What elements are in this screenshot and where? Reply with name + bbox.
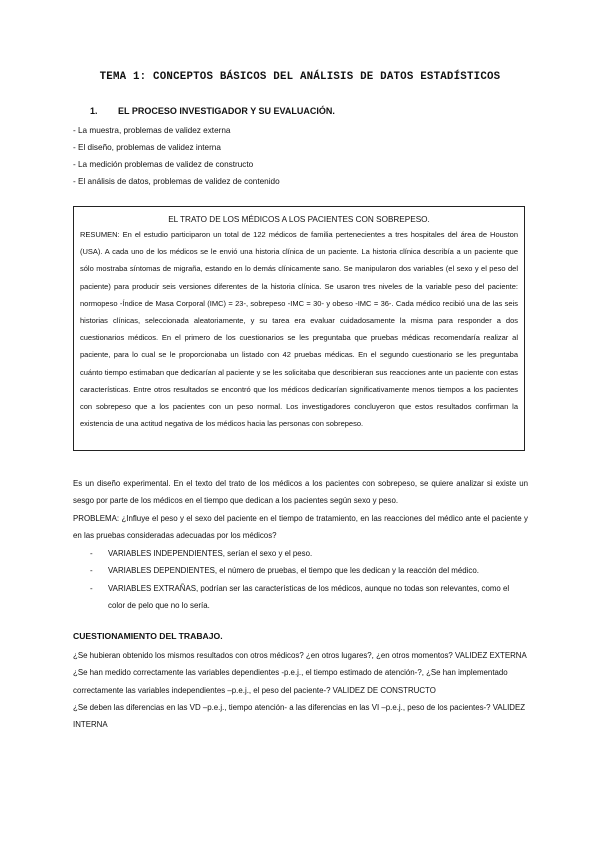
list-item: [90, 562, 520, 579]
case-study-summary: RESUMEN: En el estudio participaron un total de 122 médicos de familia pertenecientes a tres hospitales del área de Houston (USA). A cada uno de los médicos se le envió una historia clínica de un paciente. La historia clínica describía a un paciente que sólo mostraba síntomas de migraña, estando en lo demás clínicamente sano. Se manipularon dos variables (el sexo y el peso del paciente) para producir seis versiones diferentes de la historia clínica. Se usaron tres niveles de la variable peso del paciente: normopeso -Índice de Masa Corporal (IMC) = 23-, sobrepeso -IMC = 30- y obeso -IMC = 36-. Cada médico recibió una de las seis historias clínicas, seleccionada aleatoriamente, y su tarea era evaluar cuidadosamente la misma para responder a dos cuestionarios médicos. En el primero de los cuestionarios se les preguntaba que pruebas médicas recomendaría realizar al paciente, para lo cual se le proporcionaba un listado con 42 pruebas médicas. En el segundo cuestionario se les preguntaba cuánto tiempo estimaban que dedicarían al paciente y se les solicitaba que describieran sus reacciones ante un paciente con estas características. Entre otros resultados se encontró que los médicos dedicarían significativamente menos tiempos a los pacientes con sobrepeso que a los pacientes con un peso normal. Los investigadores concluyeron que estos resultados confirman la existencia de una actitud negativa de los médicos hacia las personas con sobrepeso.: [80, 230, 518, 429]
variable-text: VARIABLES DEPENDIENTES, el número de pruebas, el tiempo que les dedican y la reacción del médico.: [108, 566, 479, 576]
problem-statement: PROBLEMA: ¿Influye el peso y el sexo del paciente en el tiempo de tratamiento, en las reacciones del médico ante el paciente y en las pruebas consideradas adecuadas por los médicos?: [73, 513, 528, 540]
analysis-paragraph: [73, 475, 528, 544]
list-item: [90, 545, 520, 562]
section-heading-text: EL PROCESO INVESTIGADOR Y SU EVALUACIÓN.: [118, 106, 335, 116]
list-item: - El diseño, problemas de validez interna: [73, 143, 221, 152]
case-study-box: [73, 206, 525, 451]
bullet-list: [73, 122, 280, 190]
section-heading: [90, 106, 335, 116]
list-item: - La muestra, problemas de validez externa: [73, 126, 231, 135]
section-number: 1.: [90, 106, 98, 116]
variable-text: VARIABLES EXTRAÑAS, podrían ser las características de los médicos, aunque no todas son relevantes, como el color de pelo que no lo sería.: [108, 583, 510, 610]
dash-bullet: -: [90, 583, 93, 593]
question-paragraph: ¿Se han medido correctamente las variables dependientes -p.e.j., el tiempo estimado de atención-?, ¿Se han implementado correctamente las variables independientes –p.e.j., el peso del paciente-? VALIDEZ DE CONSTRUCTO: [73, 668, 508, 695]
question-paragraph: ¿Se deben las diferencias en las VD –p.e.j., tiempo atención- a las diferencias en las VI –p.e.j., peso de los pacientes-? VALIDEZ INTERNA: [73, 702, 526, 730]
list-item: - La medición problemas de validez de constructo: [73, 160, 254, 169]
list-item: - El análisis de datos, problemas de validez de contenido: [73, 177, 280, 186]
document-title: TEMA 1: CONCEPTOS BÁSICOS DEL ANÁLISIS DE DATOS ESTADÍSTICOS: [99, 71, 501, 83]
questions-list: [73, 647, 528, 733]
question-paragraph: ¿Se hubieran obtenido los mismos resultados con otros médicos? ¿en otros lugares?, ¿en otros momentos? VALIDEZ EXTERNA: [73, 651, 527, 660]
variable-text: VARIABLES INDEPENDIENTES, serían el sexo y el peso.: [108, 549, 313, 558]
list-item: [90, 580, 520, 615]
variables-list: [90, 545, 520, 614]
analysis-intro: Es un diseño experimental. En el texto del trato de los médicos a los pacientes con sobrepeso, se quiere analizar si existe un sesgo por parte de los médicos en el tiempo que dedican a los pacientes según sexo y peso.: [73, 479, 528, 506]
dash-bullet: -: [90, 549, 93, 558]
case-study-title: EL TRATO DE LOS MÉDICOS A LOS PACIENTES CON SOBREPESO.: [168, 215, 430, 224]
dash-bullet: -: [90, 566, 93, 576]
cuestionamiento-heading: CUESTIONAMIENTO DEL TRABAJO.: [73, 631, 223, 641]
